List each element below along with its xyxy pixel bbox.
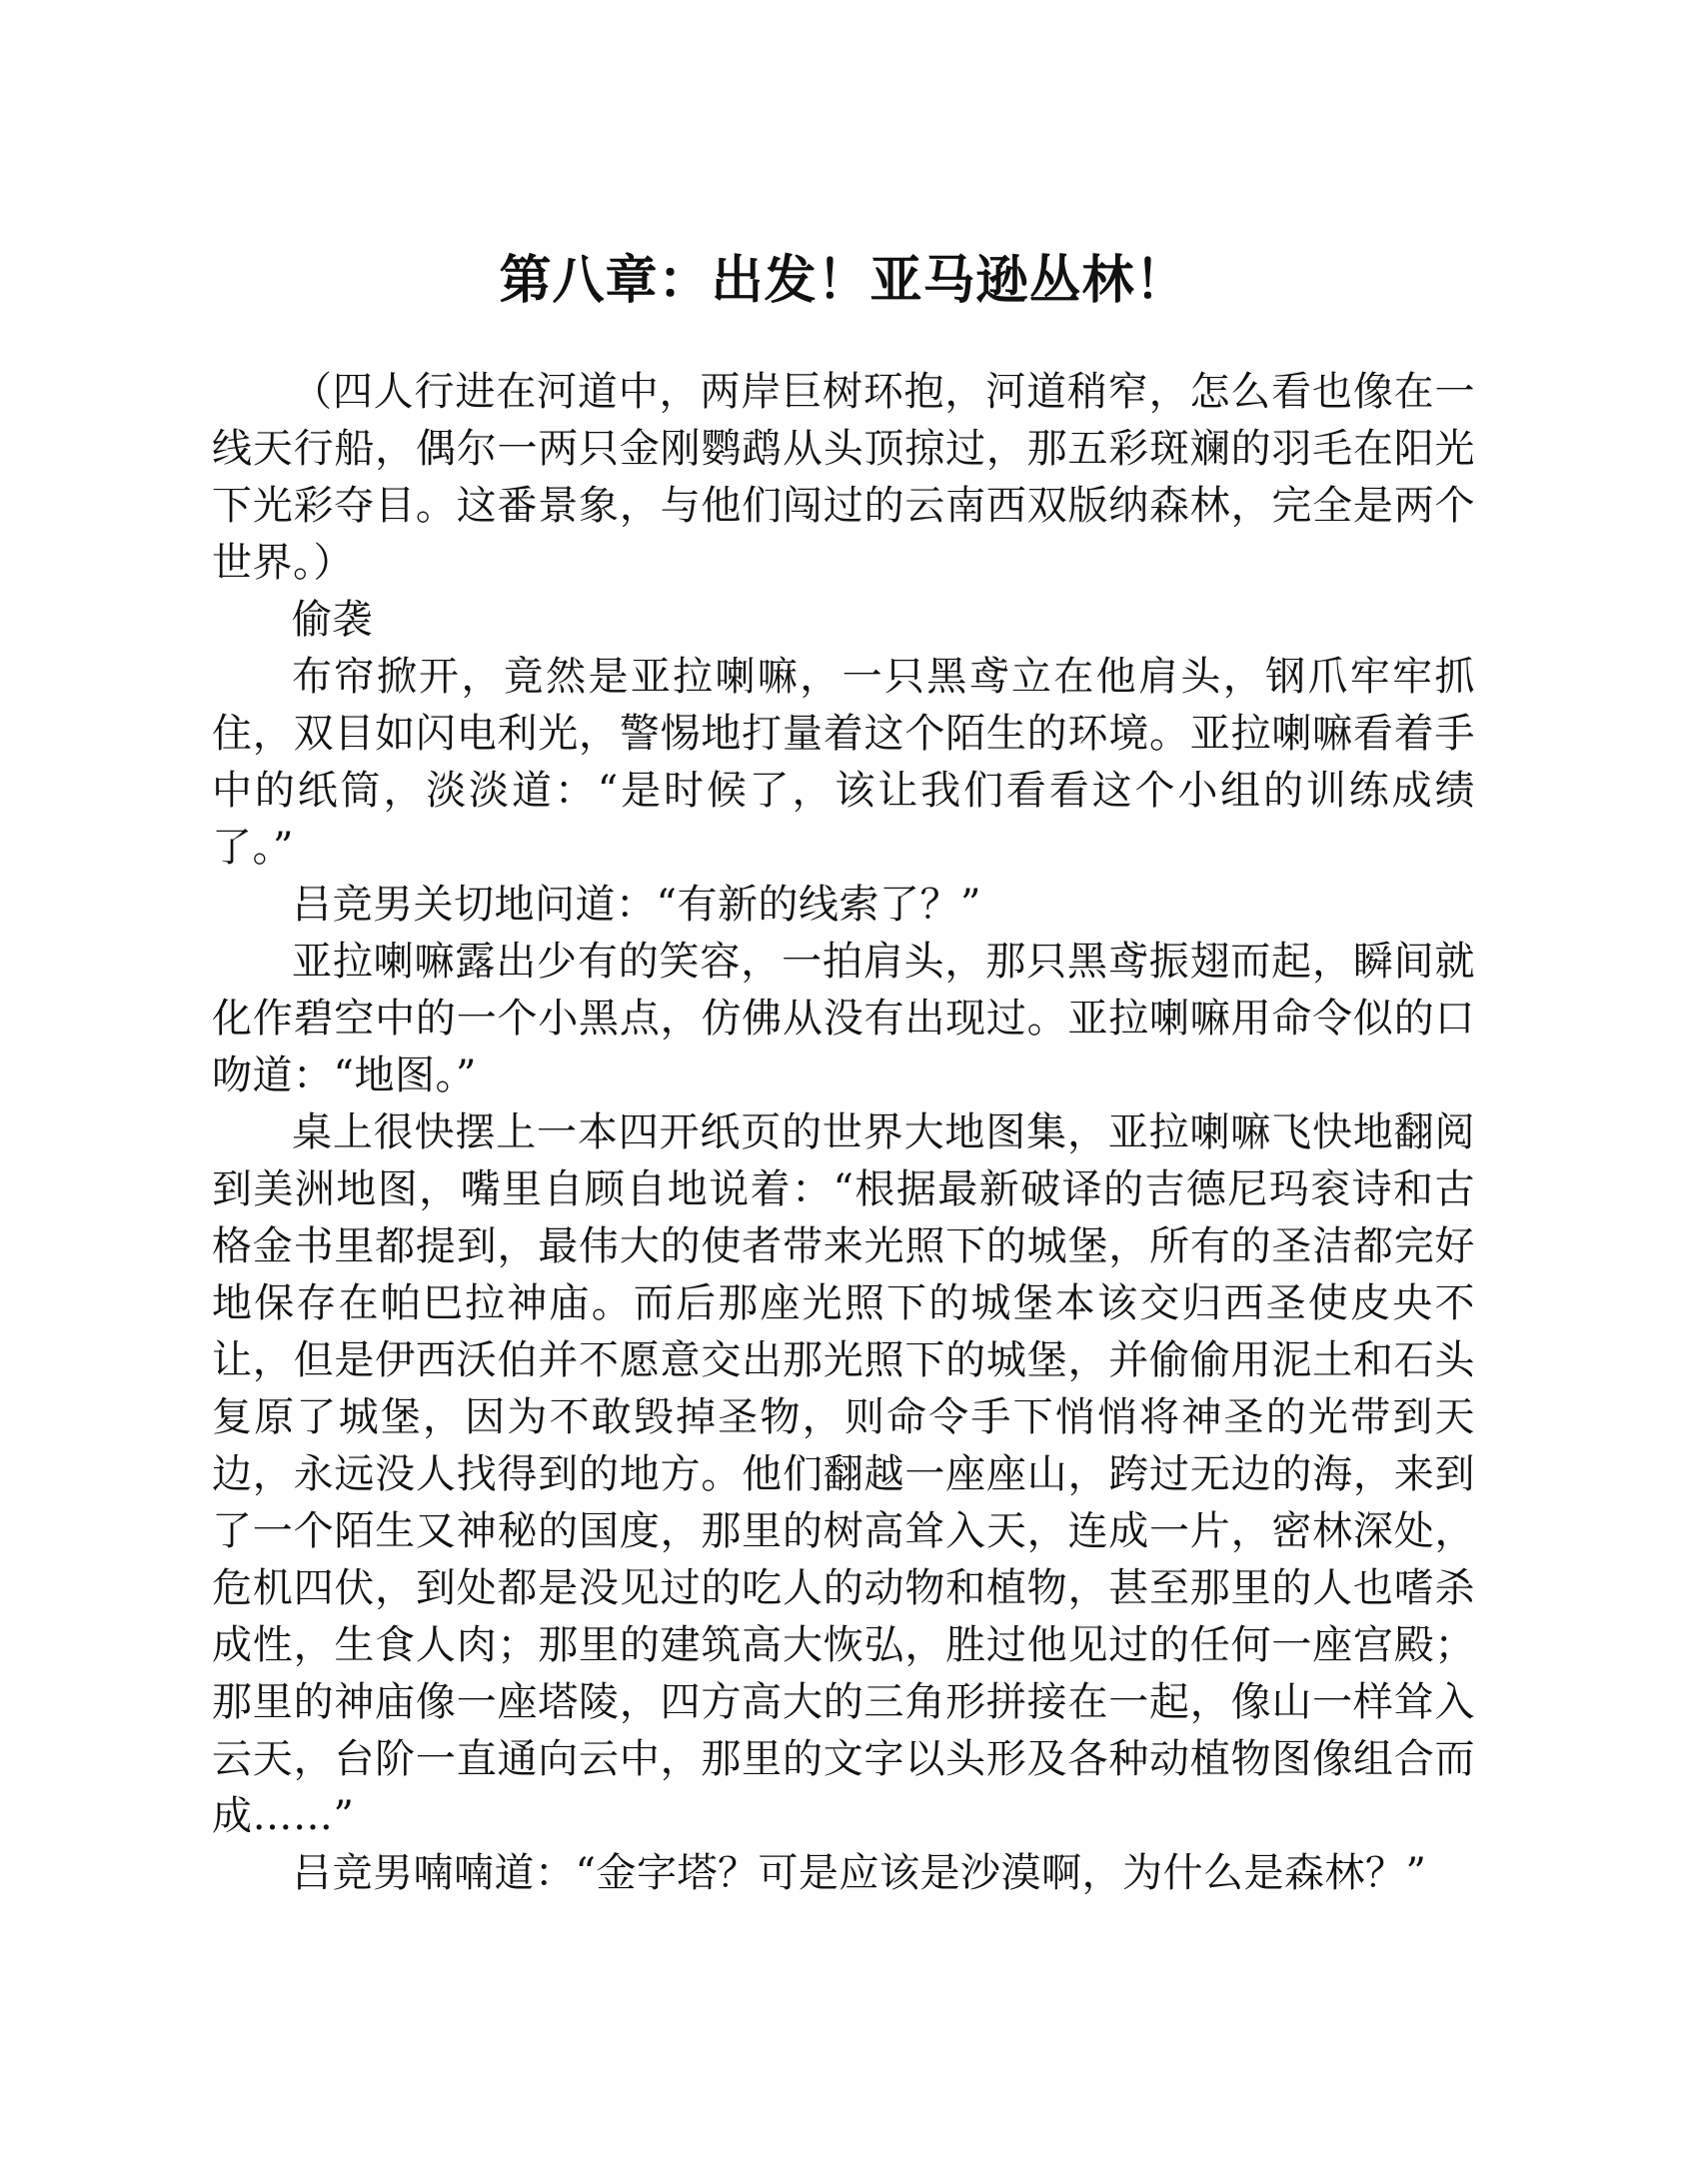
paragraph: 吕竞男喃喃道：“金字塔？可是应该是沙漠啊，为什么是森林？” xyxy=(292,1850,1427,1896)
paragraph: 布帘掀开，竟然是亚拉喇嘛，一只黑鸢立在他肩头，钢爪牢牢抓住，双目如闪电利光，警惕地打量着这个陌生的环境。亚拉喇嘛看着手中的纸筒，淡淡道：“是时候了，该让我们看看这个小组的训练成绩了。” xyxy=(212,654,1475,871)
paragraph-scene-note: （四人行进在河道中，两岸巨树环抱，河道稍窄，怎么看也像在一线天行船，偶尔一两只金刚鹦鹉从头顶掠过，那五彩斑斓的羽毛在阳光下光彩夺目。这番景象，与他们闯过的云南西双版纳森林，完全是两个世界。） xyxy=(212,369,1475,586)
paragraph: 桌上很快摆上一本四开纸页的世界大地图集，亚拉喇嘛飞快地翻阅到美洲地图，嘴里自顾自地说着：“根据最新破译的吉德尼玛衮诗和古格金书里都提到，最伟大的使者带来光照下的城堡，所有的圣洁都完好地保存在帕巴拉神庙。而后那座光照下的城堡本该交归西圣使皮央不让，但是伊西沃伯并不愿意交出那光照下的城堡，并偷偷用泥土和石头复原了城堡，因为不敢毁掉圣物，则命令手下悄悄将神圣的光带到天边，永远没人找得到的地方。他们翻越一座座山，跨过无边的海，来到了一个陌生又神秘的国度，那里的树高耸入天，连成一片，密林深处，危机四伏，到处都是没见过的吃人的动物和植物，甚至那里的人也嗜杀成性，生食人肉；那里的建筑高大恢弘，胜过他见过的任何一座宫殿；那里的神庙像一座塔陵，四方高大的三角形拼接在一起，像山一样耸入云天，台阶一直通向云中，那里的文字以头形及各种动植物图像组合而成……” xyxy=(212,1109,1475,1839)
document-page xyxy=(212,0,1475,2184)
chapter-title: 第八章：出发！亚马逊丛林！ xyxy=(499,250,1188,311)
section-heading-ambush: 偷袭 xyxy=(292,597,373,643)
paragraph: 亚拉喇嘛露出少有的笑容，一拍肩头，那只黑鸢振翅而起，瞬间就化作碧空中的一个小黑点，仿佛从没有出现过。亚拉喇嘛用命令似的口吻道：“地图。” xyxy=(212,939,1475,1098)
paragraph: 吕竞男关切地问道：“有新的线索了？” xyxy=(292,882,981,928)
chapter-body xyxy=(212,364,1475,1902)
